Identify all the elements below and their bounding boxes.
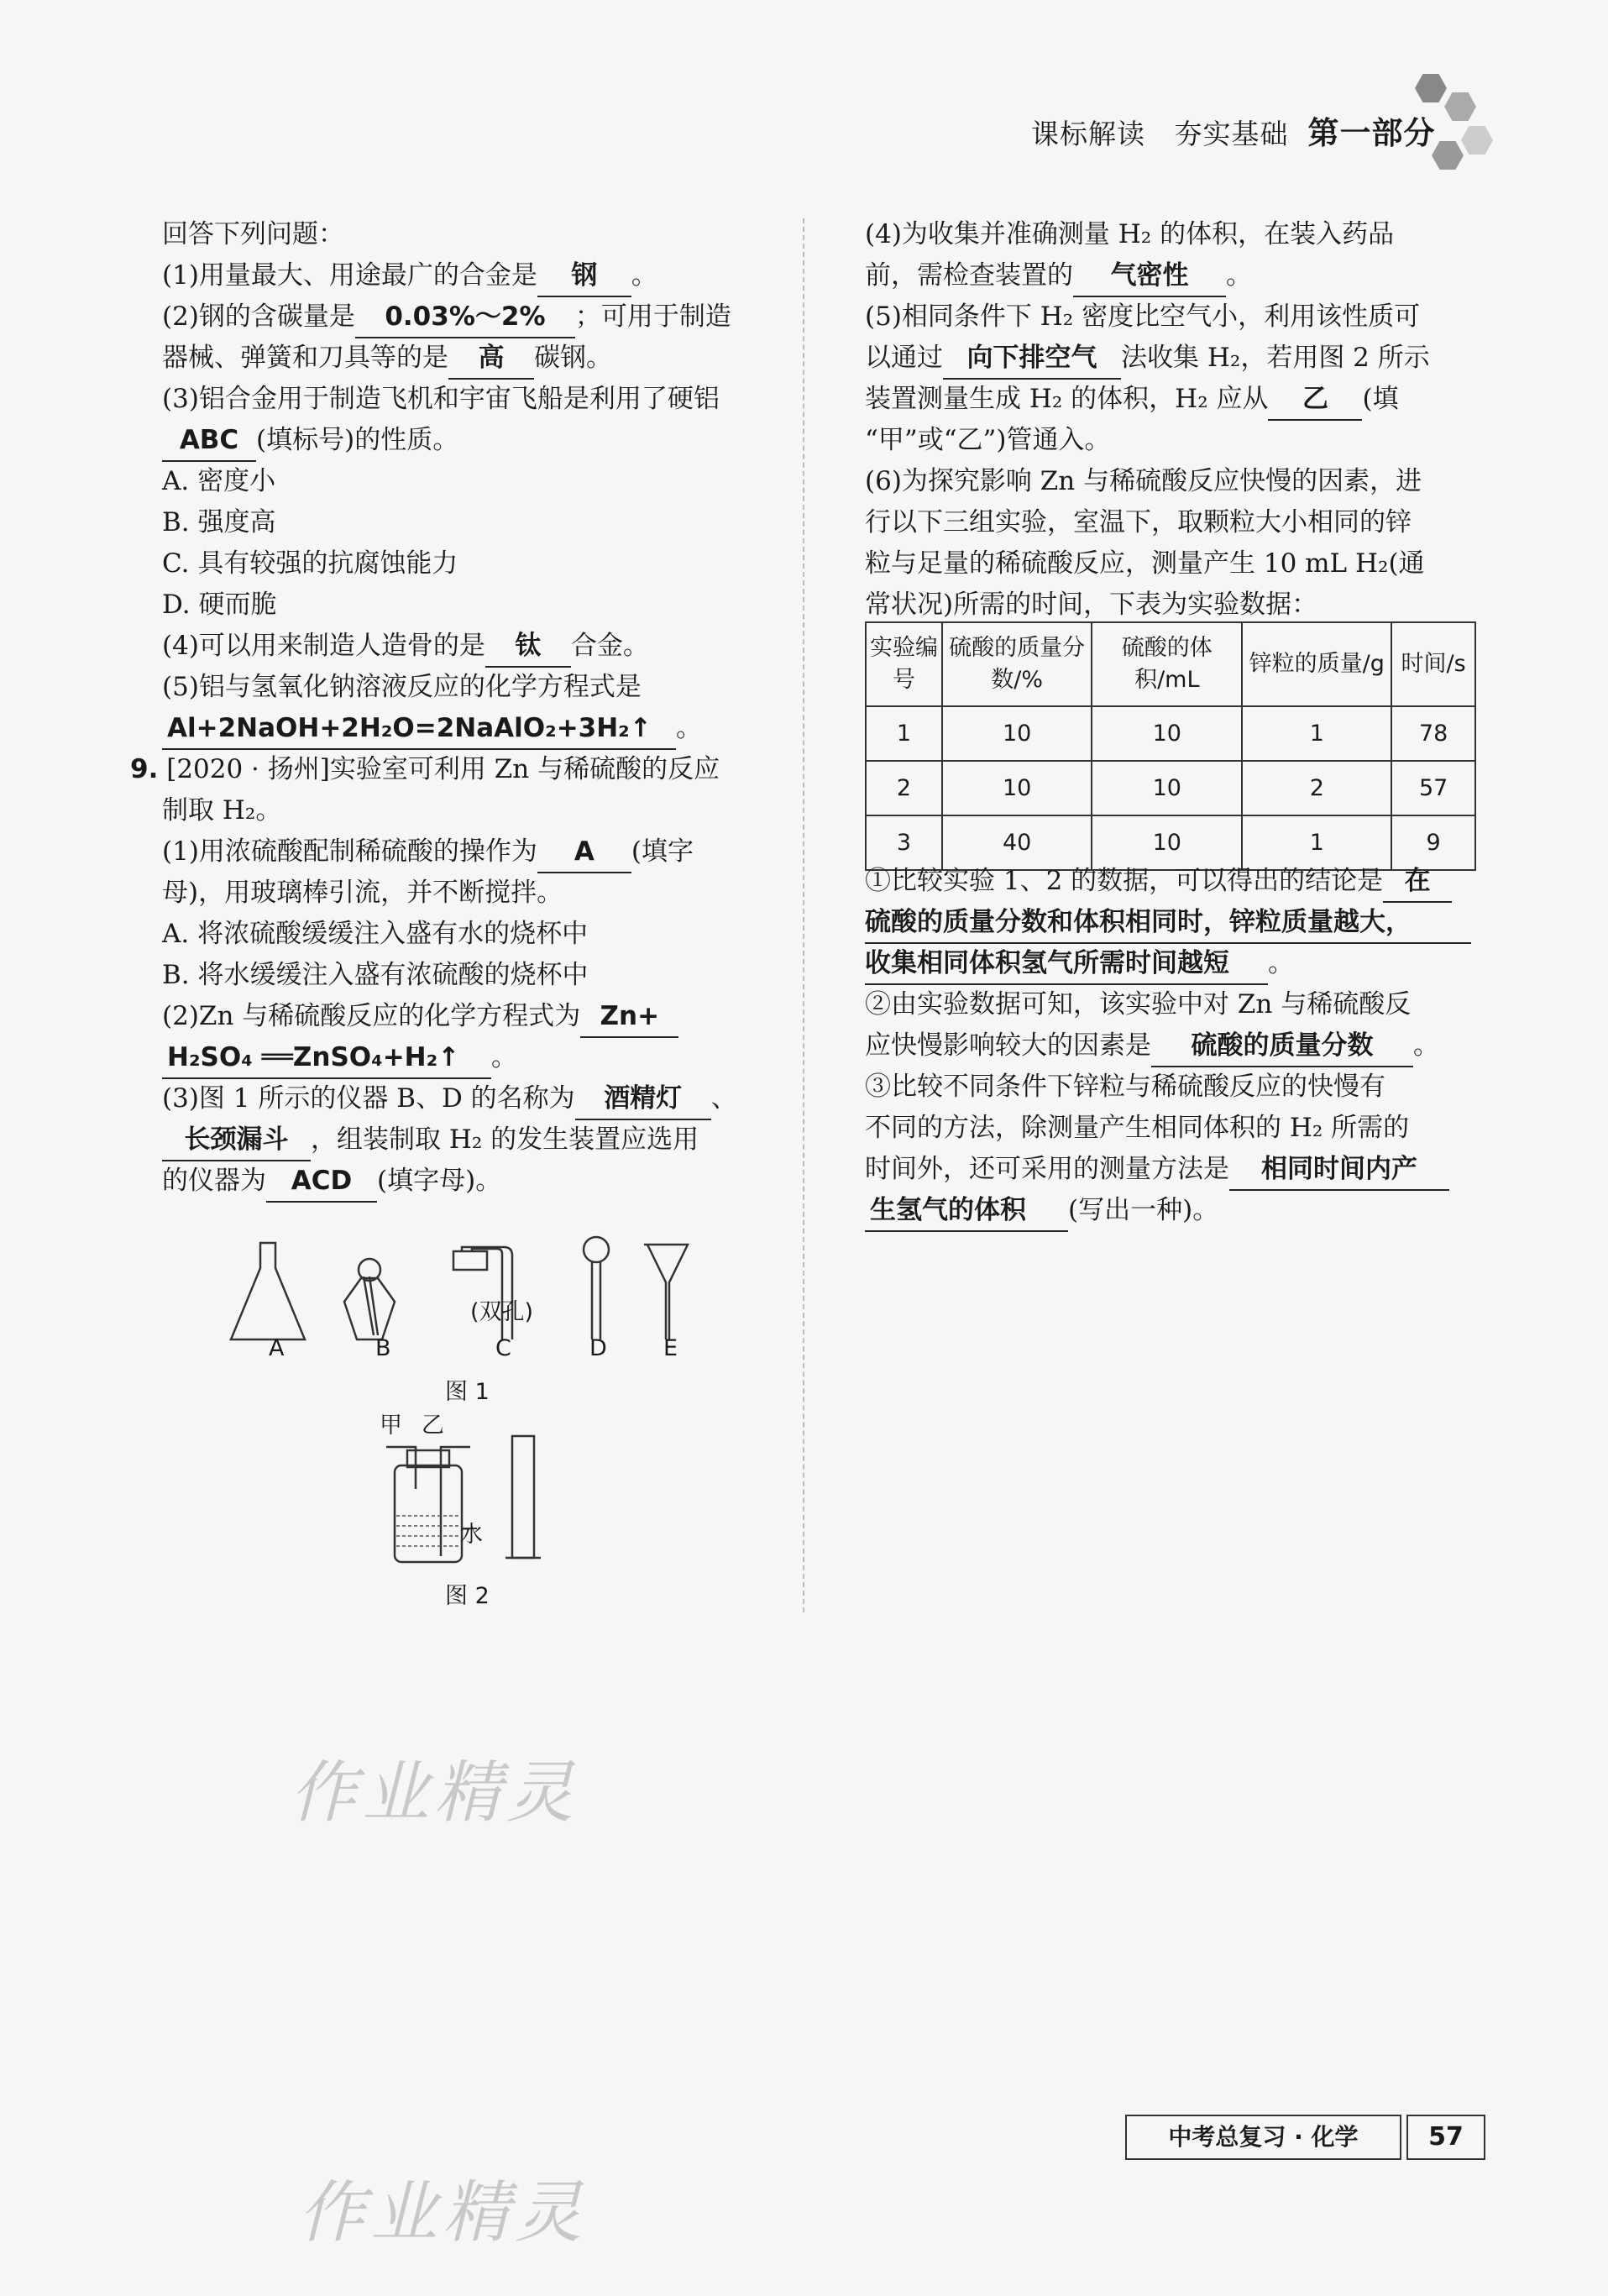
answer-blank: Al+2NaOH+2H₂O=2NaAlO₂+3H₂↑ [162,708,676,750]
table-header: 锌粒的质量/g [1242,622,1391,706]
figure-2-water-label: 水 [460,1522,483,1548]
conclusion-2: ②由实验数据可知，该实验中对 Zn 与稀硫酸反 [865,989,1412,1020]
answer-blank: 酒精灯 [575,1078,711,1120]
p9-question-2: (2)Zn 与稀硫酸反应的化学方程式为 Zn+ [162,996,678,1038]
answer-blank: A [537,831,631,873]
option-d: D. 硬而脆 [162,590,277,620]
table-row: 1 10 10 1 78 [866,706,1475,761]
answer-blank: 0.03%～2% [355,296,575,338]
answer-blank: 硫酸的质量分数 [1151,1025,1413,1067]
figure-2-label-yi: 乙 [422,1413,444,1439]
footer-title-box [1125,2115,1401,2160]
column-divider [803,218,804,1612]
option-c: C. 具有较强的抗腐蚀能力 [162,548,458,579]
answer-blank: 高 [448,338,534,380]
figure-1-label-c: C [495,1335,511,1361]
footer-title: 中考总复习 · 化学 [1168,2123,1359,2151]
r-question-5: (5)相同条件下 H₂ 密度比空气小，利用该性质可 [865,301,1421,332]
header-left: 课标解读 [1031,118,1145,150]
p9-question-2-cont: H₂SO₄ ══ZnSO₄+H₂↑ 。 [162,1037,517,1079]
answer-blank: 硫酸的质量分数和体积相同时，锌粒质量越大， [865,902,1471,944]
figure-2-label-jia: 甲 [380,1413,402,1439]
question-2-cont: 器械、弹簧和刀具等的是 高 碳钢。 [162,338,612,380]
hex-decoration [1461,126,1493,155]
r-question-4: (4)为收集并准确测量 H₂ 的体积，在装入药品 [865,219,1395,249]
conclusion-2-cont: 应快慢影响较大的因素是 硫酸的质量分数 。 [865,1025,1439,1067]
alcohol-lamp-icon [344,1259,395,1339]
watermark: 作业精灵 [290,1753,579,1832]
problem-source: [2020 · 扬州] [166,754,330,784]
problem-9-line2: 制取 H₂。 [162,795,282,826]
figure-2-caption: 图 2 [445,1583,490,1609]
answer-blank: 长颈漏斗 [162,1119,311,1161]
answer-blank: 在 [1383,861,1452,903]
figure-1-apparatus [227,1234,705,1352]
hex-decoration [1415,74,1447,102]
answer-blank: 生氢气的体积 [865,1190,1068,1232]
long-neck-funnel-icon [584,1237,609,1339]
figure-1-label-b: B [375,1335,391,1361]
page-header [1031,107,1435,153]
p9-question-1: (1)用浓硫酸配制稀硫酸的操作为 A (填字 [162,831,694,873]
conclusion-3: ③比较不同条件下锌粒与稀硫酸反应的快慢有 [865,1072,1385,1102]
p9-question-3-cont2: 的仪器为 ACD (填字母)。 [162,1161,501,1203]
answer-blank: 相同时间内产 [1229,1149,1449,1191]
p9-option-b: B. 将水缓缓注入盛有浓硫酸的烧杯中 [162,960,589,990]
graduated-cylinder-icon [505,1436,541,1558]
r-question-4-cont: 前，需检查装置的 气密性 。 [865,255,1252,297]
header-part: 第一部分 [1307,115,1436,151]
figure-1-caption: 图 1 [445,1379,490,1405]
hex-decoration [1432,141,1464,170]
conclusion-1-l2 [865,902,1471,944]
page-number: 57 [1406,2115,1485,2160]
question-4: (4)可以用来制造人造骨的是 钛 合金。 [162,626,649,668]
figure-1-note: (双孔) [470,1299,534,1325]
p9-option-a: A. 将浓硫酸缓缓注入盛有水的烧杯中 [162,919,589,949]
r-question-6-l3: 粒与足量的稀硫酸反应，测量产生 10 mL H₂(通 [865,548,1425,579]
answer-blank: 钢 [537,255,631,297]
conclusion-3-l2: 不同的方法，除测量产生相同体积的 H₂ 所需的 [865,1113,1410,1143]
question-5-answer: Al+2NaOH+2H₂O=2NaAlO₂+3H₂↑ 。 [162,708,702,750]
answer-blank: 乙 [1268,379,1362,421]
option-a: A. 密度小 [162,466,276,496]
conclusion-3-l4: 生氢气的体积 (写出一种)。 [865,1190,1218,1232]
figure-1-label-e: E [663,1335,678,1361]
question-5: (5)铝与氢氧化钠溶液反应的化学方程式是 [162,672,642,702]
question-3: (3)铝合金用于制造飞机和宇宙飞船是利用了硬铝 [162,384,720,414]
r-question-5-cont2: 装置测量生成 H₂ 的体积，H₂ 应从 乙 (填 [865,379,1399,421]
conclusion-1-l3: 收集相同体积氢气所需时间越短 。 [865,943,1294,985]
hex-decoration [1444,92,1476,121]
header-middle: 夯实基础 [1174,118,1289,150]
question-2: (2)钢的含碳量是 0.03%～2% ；可用于制造 [162,296,731,338]
question-3-cont: ABC (填标号)的性质。 [162,420,458,462]
table-row: 2 10 10 2 57 [866,761,1475,815]
table-header: 时间/s [1391,622,1475,706]
intro-text: 回答下列问题： [162,219,344,249]
conclusion-1: ①比较实验 1、2 的数据，可以得出的结论是 在 [865,861,1452,903]
answer-blank: H₂SO₄ ══ZnSO₄+H₂↑ [162,1037,491,1079]
answer-blank: 气密性 [1073,255,1226,297]
r-question-6: (6)为探究影响 Zn 与稀硫酸反应快慢的因素，进 [865,466,1422,496]
erlenmeyer-flask-icon [231,1243,305,1339]
problem-9: 9. [2020 · 扬州]实验室可利用 Zn 与稀硫酸的反应 [130,754,720,784]
question-1: (1)用量最大、用途最广的合金是 钢 。 [162,255,657,297]
problem-number: 9. [130,754,159,784]
funnel-icon [644,1245,688,1339]
p9-question-3-cont: 长颈漏斗 ，组装制取 H₂ 的发生装置应选用 [162,1119,699,1161]
figure-1-label-d: D [589,1335,607,1361]
table-header: 硫酸的体积/mL [1092,622,1242,706]
r-question-6-l4: 常状况)所需的时间，下表为实验数据： [865,590,1318,620]
answer-blank: 向下排空气 [943,338,1121,380]
r-question-5-cont3: “甲”或“乙”)管通入。 [865,425,1111,455]
answer-blank: 收集相同体积氢气所需时间越短 [865,943,1268,985]
table-row: 3 40 10 1 9 [866,815,1475,870]
watermark: 作业精灵 [298,2173,587,2251]
table-header: 实验编号 [866,622,942,706]
p9-question-1-cont: 母)，用玻璃棒引流，并不断搅拌。 [162,878,563,908]
table-header: 硫酸的质量分数/% [942,622,1092,706]
answer-blank: Zn+ [580,996,678,1038]
table-header-row [866,622,1475,706]
answer-blank: ABC [162,420,256,462]
p9-question-3: (3)图 1 所示的仪器 B、D 的名称为 酒精灯 、 [162,1078,737,1120]
option-b: B. 强度高 [162,507,276,537]
answer-blank: ACD [266,1161,377,1203]
conclusion-3-l3: 时间外，还可采用的测量方法是 相同时间内产 [865,1149,1449,1191]
gas-washing-bottle-icon [386,1447,470,1562]
figure-1-label-a: A [269,1335,285,1361]
answer-blank: 钛 [485,626,571,668]
water-level [396,1516,460,1546]
experiment-table [865,621,1476,871]
r-question-6-l2: 行以下三组实验，室温下，取颗粒大小相同的锌 [865,507,1412,537]
r-question-5-cont: 以通过 向下排空气 法收集 H₂，若用图 2 所示 [865,338,1430,380]
